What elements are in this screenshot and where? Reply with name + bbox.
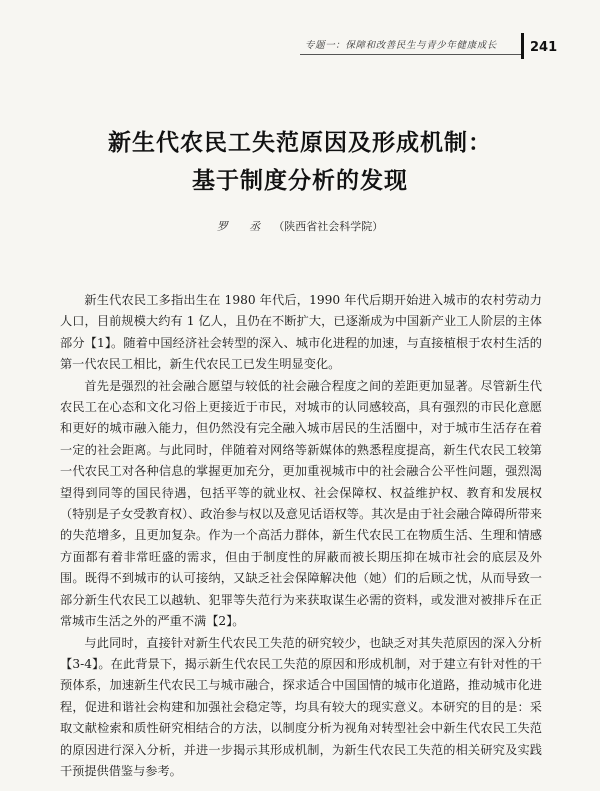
- author-affiliation: （陕西省社会科学院）: [273, 220, 384, 233]
- body-paragraph-3: 与此同时，直接针对新生代农民工失范的研究较少，也缺乏对其失范原因的深入分析【3-4】。在此背景下，揭示新生代农民工失范的原因和形成机制，对于建立有针对性的干预体系，加速新生代农民工与城市融合，探求适合中国国情的城市化道路，推动城市化进程，促进和谐社会构建和加强社会稳定等，均具有较大的现实意义。本研究的目的是：采取文献检索和质性研究相结合的方法，以制度分析为视角对转型社会中新生代农民工失范的原因进行深入分析，并进一步揭示其形成机制，为新生代农民工失范的相关研究及实践干预提供借鉴与参考。: [60, 635, 542, 778]
- article-title: [0, 124, 600, 200]
- title-line-1: 新生代农民工失范原因及形成机制：: [108, 130, 492, 156]
- body-paragraph-1: 新生代农民工多指出生在 1980 年代后，1990 年代后期开始进入城市的农村劳动力人口，目前规模大约有 1 亿人，且仍在不断扩大，已逐渐成为中国新产业工人阶层的主体部分【1】。随着中国经济社会转型的深入、城市化进程的加速，与直接植根于农村生活的第一代农民工相比，新生代农民工已发生明显变化。: [60, 293, 542, 372]
- author-line: [0, 218, 600, 234]
- title-line-2: 基于制度分析的发现: [192, 168, 408, 194]
- author-name: 罗 丞: [216, 220, 270, 233]
- body-paragraph-2: 首先是强烈的社会融合愿望与较低的社会融合程度之间的差距更加显著。尽管新生代农民工在心态和文化习俗上更接近于市民，对城市的认同感较高，具有强烈的市民化意愿和更好的城市融入能力，但仍然没有完全融入城市居民的生活圈中，对于城市生活存在着一定的社会距离。与此同时，伴随着对网络等新媒体的熟悉程度提高，新生代农民工较第一代农民工对各种信息的掌握更加充分，更加重视城市中的社会融合公平性问题，强烈渴望得到同等的国民待遇，包括平等的就业权、社会保障权、权益维护权、教育和发展权（特别是子女受教育权）、政治参与权以及意见话语权等。其次是由于社会融合障碍所带来的失范增多，且更加复杂。作为一个高活力群体，新生代农民工在物质生活、生理和情感方面都有着非常旺盛的需求，但由于制度性的屏蔽而被长期压抑在城市社会的底层及外围。既得不到城市的认可接纳，又缺乏社会保障解决他（她）们的后顾之忧，从而导致一部分新生代农民工以越轨、犯罪等失范行为来获取谋生必需的资料，或发泄对被排斥在正常城市生活之外的严重不满【2】。: [60, 378, 542, 629]
- header-rule: [300, 54, 522, 55]
- article-body: [60, 290, 542, 782]
- page-number: 241: [521, 33, 600, 59]
- running-header: 专题一：保障和改善民生与青少年健康成长: [305, 40, 497, 51]
